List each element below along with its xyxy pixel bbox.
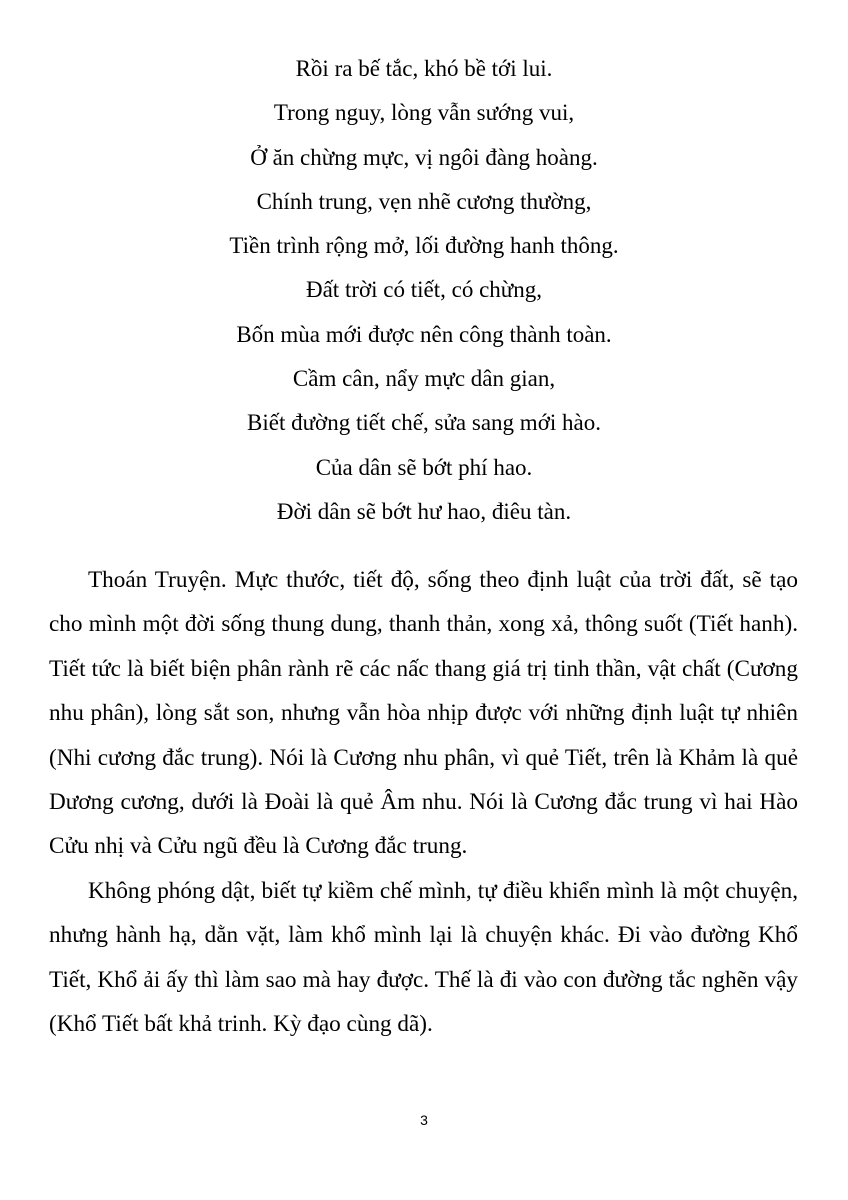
poem-line: Rồi ra bế tắc, khó bề tới lui. <box>295 56 553 81</box>
poem-line: Cầm cân, nẩy mực dân gian, <box>292 366 556 392</box>
paragraph-khong-phong-dat: Không phóng dật, biết tự kiềm chế mình, tự điều khiển mình là một chuyện, nhưng hành hạ, dằn vặt, làm khổ mình lại là chuyện khác. Đi vào đường Khổ Tiết, Khổ ải ấy thì làm sao mà hay được. Thế là đi vào con đường tắc nghẽn vậy (Khổ Tiết bất khả trinh. Kỳ đạo cùng dã). <box>49 877 798 1038</box>
prose-block <box>49 558 798 1046</box>
poem-line: Biết đường tiết chế, sửa sang mới hào. <box>247 410 601 436</box>
paragraph-thoan-truyen: Thoán Truyện. Mực thước, tiết độ, sống theo định luật của trời đất, sẽ tạo cho mình một đời sống thung dung, thanh thản, xong xả, thông suốt (Tiết hanh). Tiết tức là biết biện phân rành rẽ các nấc thang giá trị tinh thần, vật chất (Cương nhu phân), lòng sắt son, nhưng vẫn hòa nhịp được với những định luật tự nhiên (Nhi cương đắc trung). Nói là Cương nhu phân, vì quẻ Tiết, trên là Khảm là quẻ Dương cương, dưới là Đoài là quẻ Âm nhu. Nói là Cương đắc trung vì hai Hào Cửu nhị và Cửu ngũ đều là Cương đắc trung. <box>49 567 798 860</box>
page-number: 3 <box>420 1112 428 1128</box>
poem-line: Đời dân sẽ bớt hư hao, điêu tàn. <box>276 498 572 524</box>
poem-line: Đất trời có tiết, có chừng, <box>305 277 543 303</box>
poem-line: Trong nguy, lòng vẫn sướng vui, <box>273 100 575 126</box>
poem-block <box>0 47 848 534</box>
poem-line: Ở ăn chừng mực, vị ngôi đàng hoàng. <box>250 144 598 170</box>
poem-line: Bốn mùa mới được nên công thành toàn. <box>236 321 612 347</box>
poem-line: Chính trung, vẹn nhẽ cương thường, <box>256 188 592 214</box>
poem-line: Của dân sẽ bớt phí hao. <box>315 454 533 480</box>
poem-line: Tiền trình rộng mở, lối đường hanh thông. <box>229 233 619 259</box>
